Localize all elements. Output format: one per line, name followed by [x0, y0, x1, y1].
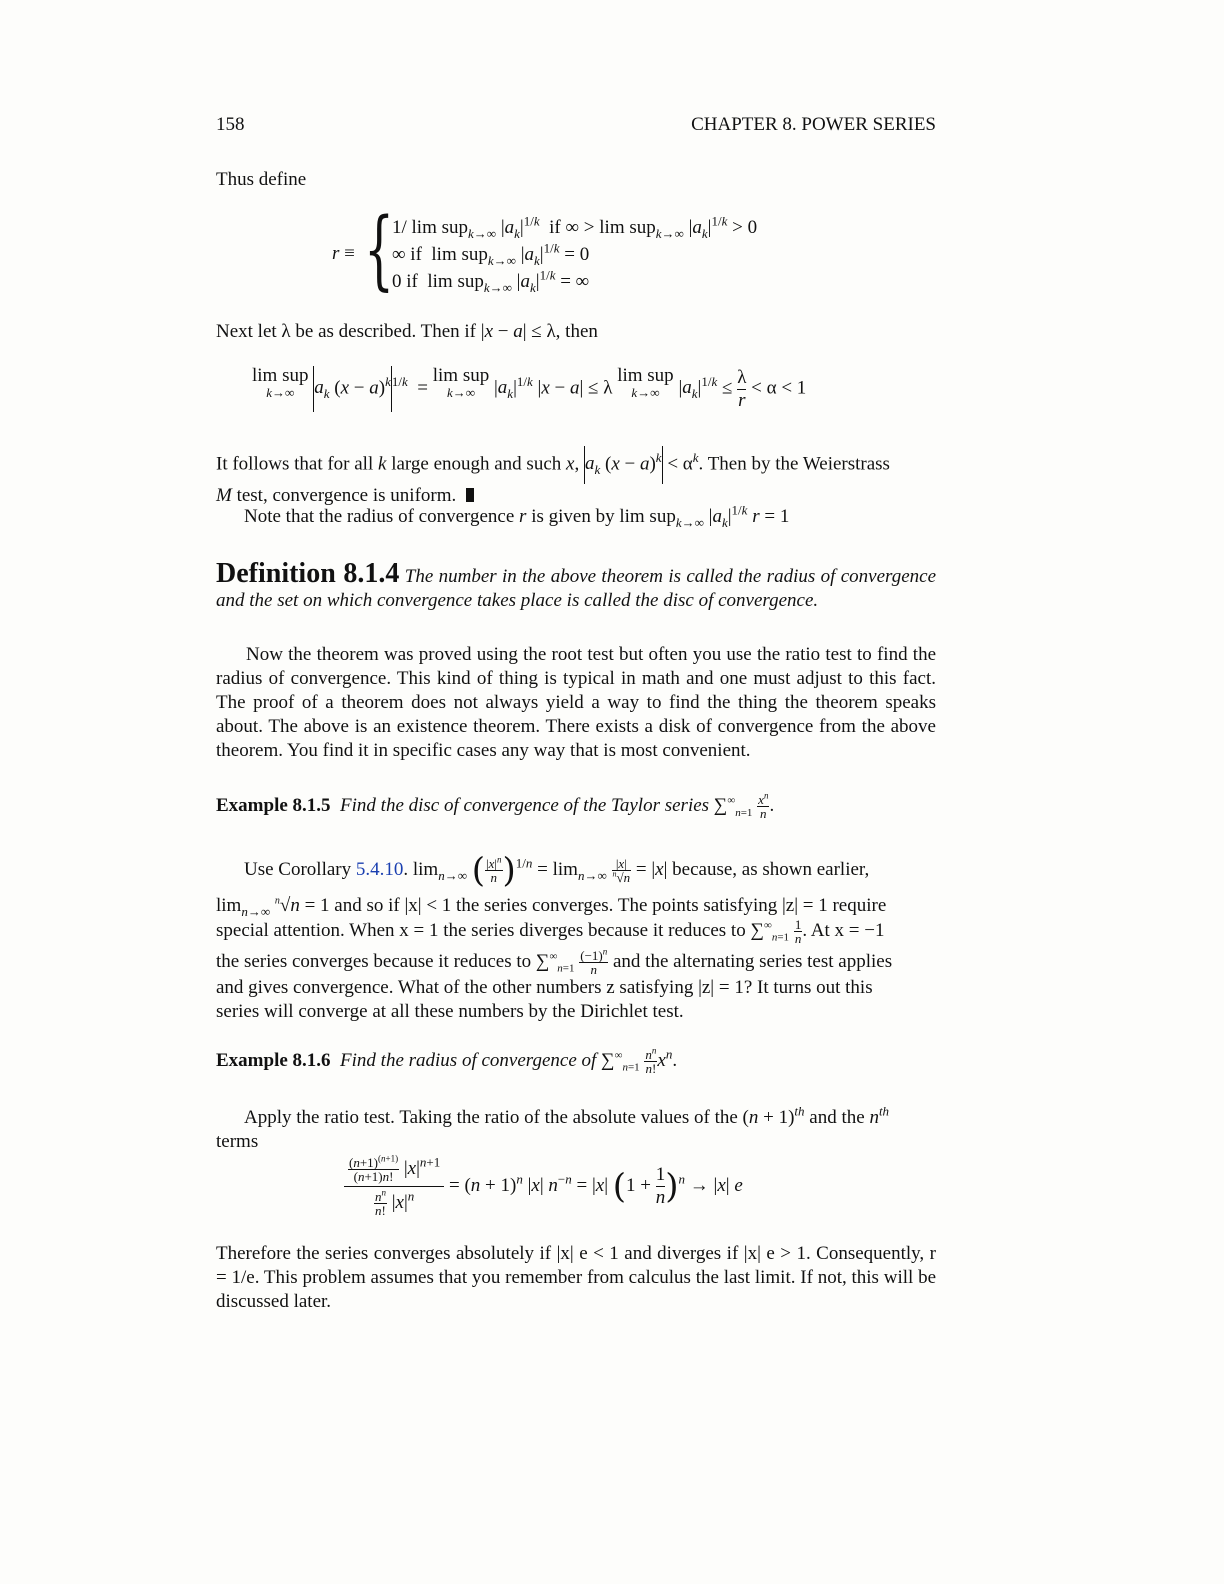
example-6-label: Example 8.1.6 [216, 1049, 331, 1071]
intro-text: Thus define [216, 169, 307, 190]
chapter-title: CHAPTER 8. POWER SERIES [691, 114, 936, 135]
case-3: 0 if lim sup$_{k\to\infty}$ $|a_k|^{1/k}$ = ∞ [392, 267, 590, 295]
example-8-1-5: Example 8.1.5 Find the disc of convergence of the Taylor series $\sum^\infty_{n=1}$ $\frac{x^n}{n}$ . [216, 790, 775, 821]
example-8-1-6: Example 8.1.6 Find the radius of convergence of $\sum^\infty_{n=1}$ $\frac{n^n}{n!}$ $x^n$. [216, 1045, 678, 1076]
case-1: 1/ lim sup$_{k\to\infty}$ $|a_k|^{1/k}$ if ∞ > lim sup$_{k\to\infty}$ $|a_k|^{1/k} > 0$ [392, 213, 758, 241]
limsup-inequality: lim sup k→∞ $a_k$ $(x - a)^{k1/k} = \lim$ sup k→∞ $|a_k|^{1/k}$ |x − a| ≤ λ lim sup k→∞ $|a_k|^{1/k}$ ≤ $\frac{\lambda}{r}$ < α < 1 [252, 365, 807, 411]
corollary-link[interactable]: 5.4.10 [355, 859, 404, 880]
qed-mark [466, 488, 474, 502]
cases-brace: { [364, 200, 395, 300]
note-text: Note that the radius of convergence r is given by lim sup$_{k\to\infty}$ $|a_k|^{1/k}$ r = 1 [244, 502, 790, 530]
definition-block [216, 558, 937, 613]
example-5-label: Example 8.1.5 [216, 794, 331, 816]
ratio-intro: Apply the ratio test. Taking the ratio of the absolute values of the $(n + 1)^{th}$ and the $n^{th}$ terms [216, 1103, 890, 1152]
case-2: ∞ if lim sup$_{k\to\infty}$ $|a_k|^{1/k} = 0$ [392, 240, 590, 268]
conclusion-paragraph: Therefore the series converges absolutely if |x| e < 1 and diverges if |x| e > 1. Consequently, r = 1/e. This problem assumes that you remember from calculus the last limit. If not, this will be discussed later. [216, 1243, 936, 1312]
paragraph-existence: Now the theorem was proved using the root test but often you use the ratio test to find the radius of convergence. This kind of thing is typical in math and one must adjust to this fact. The proof of a theorem does not always yield a way to find the thing the theorem speaks about. The above is an existence theorem. There exists a disk of convergence from the above theorem. You find it in specific cases any way that is most convenient. [216, 644, 936, 761]
next-let-text: Next let λ be as described. Then if |x − a| ≤ λ, then [216, 321, 598, 342]
cases-lhs: r ≡ [332, 243, 355, 264]
page-number: 158 [216, 114, 245, 135]
definition-label: Definition 8.1.4 [216, 558, 400, 589]
follows-text: It follows that for all k large enough and such x, $a_k$ $(x - a)^k < \alpha^k$. Then by the Weierstrass M test, convergence is uniform. [216, 446, 936, 508]
example-5-solution: Use Corollary 5.4.10. $\lim_{n\to\infty}$ ( $\frac{|x|^n}{n}$ )$^{1/n} = \lim_{n\to\infty}$ $\frac{|x|}{^n√n}$ = |x| because, as shown earlier, $\lim_{n\to\infty} ^n√n = 1$ and so if |x| < 1 the series converges. The points satisfying |z| = 1 require special attention. When x = 1 the series diverges because it reduces to $\sum^\infty_{n=1}$ $\frac{1}{n}$ . At x = −1 the series converges because it reduces to $\sum^\infty_{n=1}$ $\frac{(-1)^n}{n}$ and the alternating series test applies and gives convergence. What of the other numbers z satisfying |z| = 1? It turns out this series will converge at all these numbers by the Dirichlet test. [216, 850, 893, 1022]
ratio-display: $\frac{(n+1)^{(n+1)}}{(n+1)n!}$ $|x|^{n+1}$ $\frac{n^n}{n!}$ $|x|^n$ = $(n + 1)^n$ |x| $n^{-n} = |x|$ (1 + $\frac{1}{n}$ )$^n$ → |x| e [344, 1156, 743, 1217]
definition-text: The number in the above theorem is called the radius of convergence and the set on which convergence takes place is called the disc of convergence. [216, 566, 937, 611]
